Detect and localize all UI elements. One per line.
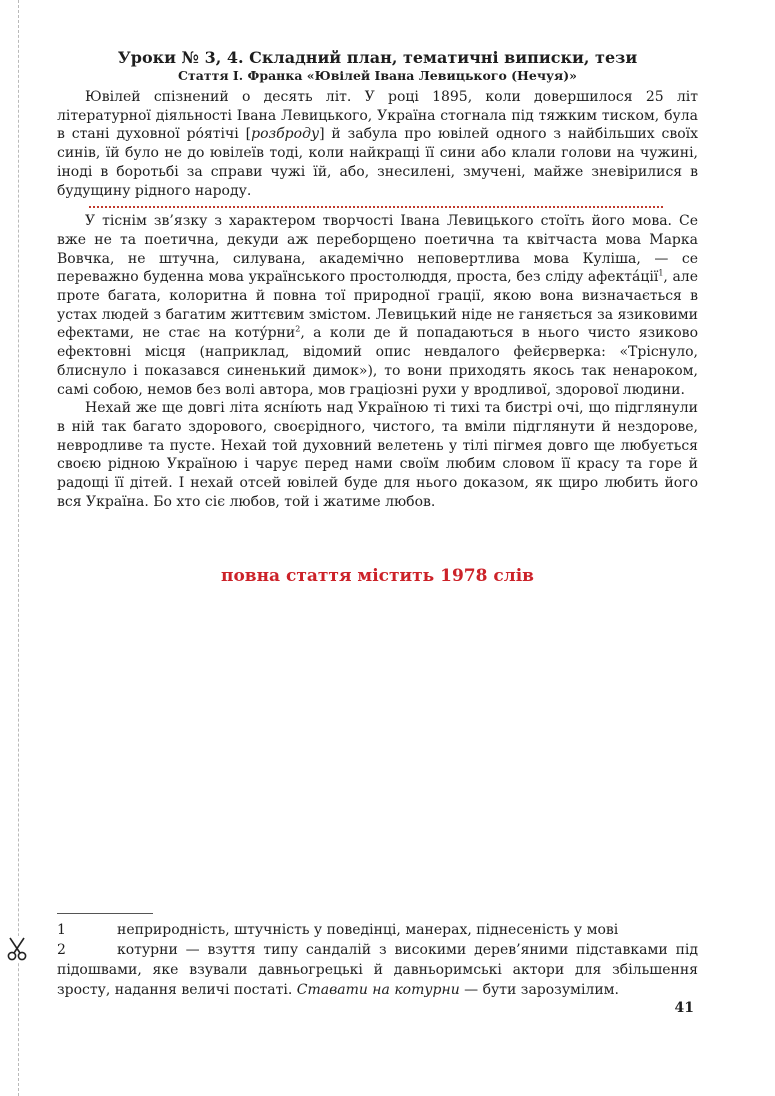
footnote-2-idiom: Ставати на котурни bbox=[296, 982, 460, 998]
footnote-2 bbox=[57, 940, 698, 1000]
article-subtitle: Стаття І. Франка «Ювілей Івана Левицького (Нечуя)» bbox=[178, 68, 577, 83]
paragraph-3: Нехай же ще довгі літа яснíють над Україною ті тихі та бистрі очі, що підглянули в ній так багато здорового, своєрідного, чистого, та вміли підглянути й нездорове, невродливе та пусте. Нехай той духовний велетень у тілі пігмея довго ще любується своєю рідною Україною і чарує перед нами своїм любим словом її красу та горе й радощі її дітей. І нехай отсей ювілей буде для нього доказом, як щиро любить його вся Україна. Бо хто сіє любов, той і жатиме любов. bbox=[57, 400, 698, 510]
page-content bbox=[57, 48, 699, 586]
cut-line bbox=[18, 0, 19, 1096]
footnote-rule bbox=[57, 913, 153, 914]
footnote-2-text-a: котурни — взуття типу сандалій з високими дерев’яними підставками під підошвами, яке взували давньогрецькі й давньоримські актори для збільшення зросту, надання величі постаті. bbox=[57, 942, 698, 998]
paragraph-2 bbox=[57, 212, 698, 399]
paragraph-1-text-b: ] й забула про ювілей одного з найбільших своїх синів, їй було не до ювілеїв тоді, коли найкращі її сини або клали голови на чужині, іноді в боротьбі за справи чужі їй, або, знесилені, змучені, майже зневірилися в будущину рідного народу. bbox=[57, 126, 699, 199]
paragraph-2-text-b: , але проте багата, колоритна й повна тої природної грації, якою вона визначається в устах людей з багатим життєвим змістом. Левицький ніде не ганяється за язиковими ефектами, не стає на котýрни bbox=[57, 269, 698, 342]
footnote-ref-2: 2 bbox=[295, 324, 301, 334]
page-title: Уроки № 3, 4. Складний план, тематичні виписки, тези bbox=[117, 48, 638, 67]
dotted-separator bbox=[89, 206, 663, 208]
footnote-2-text-b: — бути зарозумілим. bbox=[459, 982, 619, 998]
footnote-1-text: неприродність, штучність у поведінці, манерах, піднесеність у мові bbox=[117, 922, 619, 938]
word-count-notice: повна стаття містить 1978 слів bbox=[221, 566, 534, 586]
footnote-1-number: 1 bbox=[57, 922, 66, 938]
paragraph-1 bbox=[57, 88, 698, 200]
page-number: 41 bbox=[674, 1000, 694, 1016]
paragraph-1-gloss: розброду bbox=[251, 126, 320, 143]
scissors-icon bbox=[7, 936, 29, 962]
footnote-2-number: 2 bbox=[57, 942, 66, 958]
paragraph-2-text-c: , а коли де й попадаються в нього чисто язиково ефектовні місця (наприклад, відомий опис невдалого фейєрверка: «Тріснуло, блиснуло і показався синенький димок»), то вони приходять якось так ненароком, самі собою, немов без волі автора, мов граціозні рухи у вродливої, здорової людини. bbox=[57, 325, 698, 398]
paragraph-2-text-a: У тіснім зв’язку з характером творчості Івана Левицького стоїть його мова. Се вже не та поетична, декуди аж переборщено поетична та квітчаста мова Марка Вовчка, не штучна, силувана, академічно неповертлива мова Куліша, — се переважно буденна мова українського простолюддя, проста, без сліду афектáції bbox=[57, 213, 698, 286]
footnote-1 bbox=[57, 920, 698, 940]
paragraph-1-text-a: Ювілей спізнений о десять літ. У році 1895, коли довершилося 25 літ літературної діяльності Івана Левицького, Україна стогнала під тяжким тиском, була в стані духовної ро́ятічі [ bbox=[57, 89, 698, 143]
footnotes bbox=[57, 920, 698, 1000]
footnote-ref-1: 1 bbox=[658, 268, 664, 278]
